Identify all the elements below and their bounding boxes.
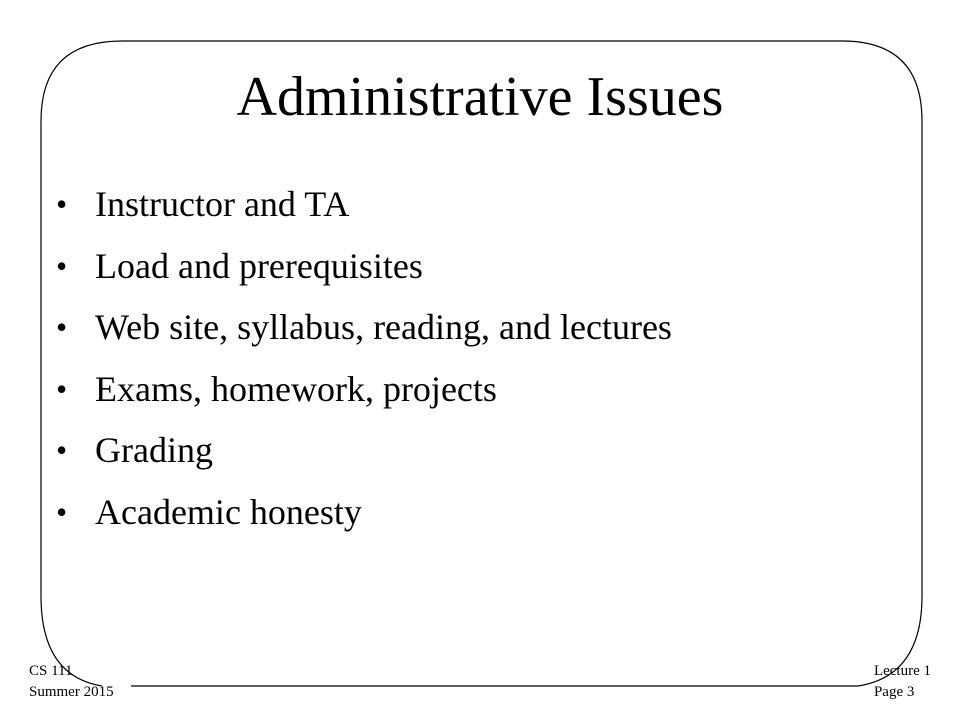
bullet-text: Web site, syllabus, reading, and lectures (95, 307, 672, 347)
bullet-text: Instructor and TA (95, 184, 350, 224)
bullet-icon: • (56, 493, 68, 530)
bullet-icon: • (56, 309, 68, 345)
course-label: CS 111 (29, 663, 73, 679)
page-number: Page 3 (873, 684, 915, 700)
footer-page-info (874, 661, 931, 703)
bullet-text: Exams, homework, projects (95, 368, 497, 409)
term-label: Summer 2015 (29, 684, 114, 700)
bullet-icon: • (56, 247, 68, 284)
bullet-text: Grading (95, 430, 213, 470)
slide-title: Administrative Issues (236, 66, 724, 128)
lecture-label: Lecture 1 (873, 663, 931, 679)
footer-course-info (29, 661, 114, 703)
bullet-icon: • (56, 432, 68, 468)
bullet-icon: • (56, 186, 68, 222)
bullet-icon: • (56, 370, 68, 407)
bullet-text: Load and prerequisites (95, 245, 423, 286)
bullet-text: Academic honesty (95, 491, 362, 532)
